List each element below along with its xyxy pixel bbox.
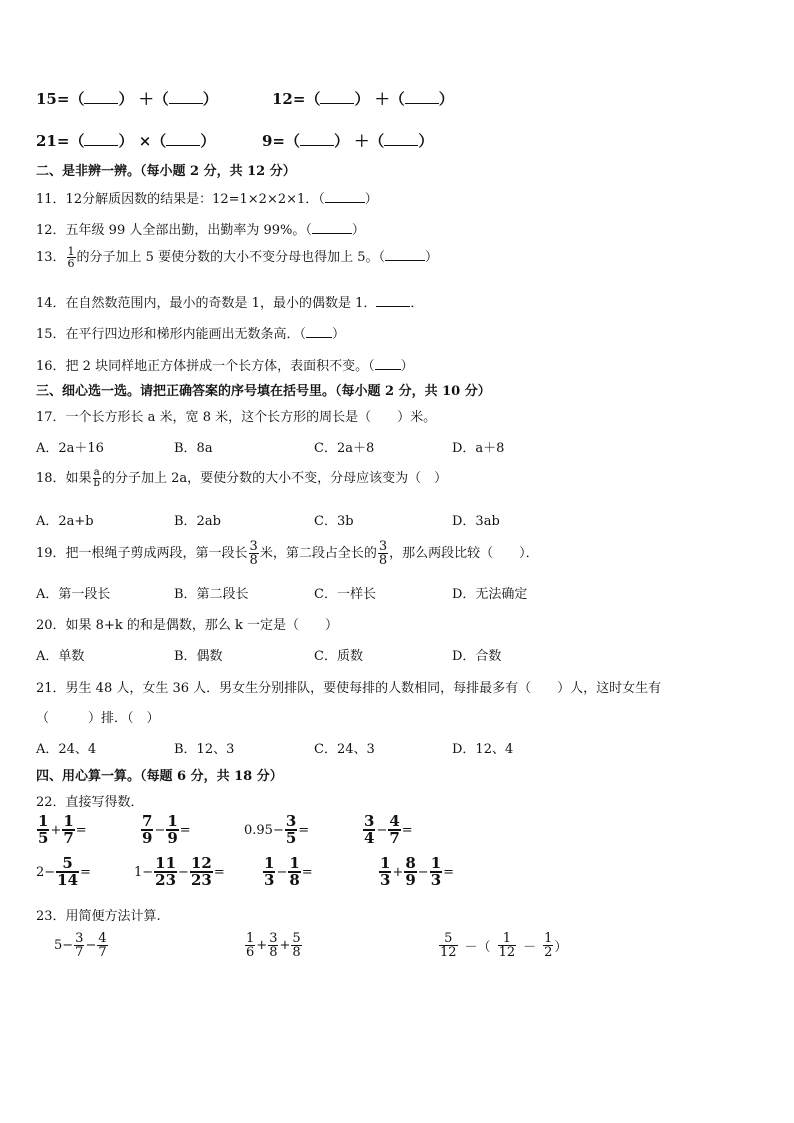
answer-blank[interactable] [376, 294, 410, 307]
option-d[interactable]: D．合数 [452, 649, 502, 664]
option-c[interactable]: C．2a＋8 [314, 441, 375, 456]
option-c[interactable]: C．一样长 [314, 587, 376, 602]
expr-2: $\frac{1}{6}$ + $\frac{3}{8}$ + $\frac{5}{8}$ [246, 931, 301, 960]
question-23: 23．用简便方法计算. [36, 909, 161, 924]
section-2-heading: 二、是非辨一辨。（每小题 2 分，共 12 分） [36, 164, 296, 179]
question-14: 14．在自然数范围内，最小的奇数是 1，最小的偶数是 1． ． [36, 296, 424, 311]
question-22: 22．直接写得数． [36, 795, 144, 810]
option-c[interactable]: C．3b [314, 514, 354, 529]
option-a[interactable]: A．2a+b [36, 514, 94, 529]
option-b[interactable]: B．8a [174, 441, 213, 456]
calc-4: $\frac{3}{4}$ − $\frac{4}{7}$ = [364, 812, 413, 847]
option-c[interactable]: C．24、3 [314, 742, 375, 757]
option-a[interactable]: A．第一段长 [36, 587, 111, 602]
option-a[interactable]: A．2a＋16 [36, 441, 104, 456]
equation-21: 21=（ ） ×（ ） [36, 132, 216, 150]
option-a[interactable]: A．24、4 [36, 742, 97, 757]
question-21-line2: （ ）排．（ ） [36, 711, 160, 726]
question-18: 18．如果 $\frac{a}{b}$ 的分子加上 2a，要使分数的大小不变，分母应该变为（ ） [36, 467, 448, 489]
answer-blank[interactable] [375, 357, 401, 370]
answer-blank[interactable] [325, 190, 365, 203]
answer-blank[interactable] [306, 325, 332, 338]
option-a[interactable]: A．单数 [36, 649, 85, 664]
question-21-line1: 21．男生 48 人，女生 36 人．男女生分别排队，要使每排的人数相同，每排最多有（ ）人，这时女生有 [36, 681, 662, 696]
answer-blank[interactable] [385, 248, 425, 261]
question-11: 11．12分解质因数的结果是：12=1×2×2×1．（ ） [36, 192, 378, 207]
question-13: 13． $\frac{1}{6}$ 的分子加上 5 要使分数的大小不变分母也得加上 5。（ ） [36, 245, 439, 270]
calc-8: $\frac{1}{3}$ + $\frac{8}{9}$ − $\frac{1}{3}$ = [380, 854, 455, 889]
option-d[interactable]: D．12、4 [452, 742, 514, 757]
calc-5: 2− $\frac{5}{14}$ = [36, 854, 91, 889]
question-12: 12．五年级 99 人全部出勤，出勤率为 99%。（ ） [36, 223, 365, 238]
option-d[interactable]: D．a＋8 [452, 441, 505, 456]
question-15: 15．在平行四边形和梯形内能画出无数条高．（ ） [36, 327, 346, 342]
section-4-heading: 四、用心算一算。（每题 6 分，共 18 分） [36, 769, 283, 784]
option-b[interactable]: B．第二段长 [174, 587, 249, 602]
question-17: 17．一个长方形长 a 米，宽 8 米，这个长方形的周长是（ ）米。 [36, 410, 437, 425]
option-b[interactable]: B．偶数 [174, 649, 223, 664]
option-d[interactable]: D．3ab [452, 514, 500, 529]
equation-9: 9=（ ） ＋（ ） [262, 132, 434, 150]
expr-3: $\frac{5}{12}$ －（ $\frac{1}{12}$ － $\frac{1}{2}$ ） [440, 931, 568, 960]
calc-6: 1− $\frac{11}{23}$ − $\frac{12}{23}$ = [134, 854, 225, 889]
question-20: 20．如果 8+k 的和是偶数，那么 k 一定是（ ） [36, 618, 338, 633]
section-3-heading: 三、细心选一选。请把正确答案的序号填在括号里。（每小题 2 分，共 10 分） [36, 384, 491, 399]
option-b[interactable]: B．2ab [174, 514, 221, 529]
calc-3: 0.95− $\frac{3}{5}$ = [244, 812, 310, 847]
option-d[interactable]: D．无法确定 [452, 587, 528, 602]
equation-15: 15=（ ） ＋（ ） [36, 90, 218, 108]
answer-blank[interactable] [312, 221, 352, 234]
option-b[interactable]: B．12、3 [174, 742, 235, 757]
calc-1: $\frac{1}{5}$ + $\frac{1}{7}$ = [38, 812, 87, 847]
expr-1: 5− $\frac{3}{7}$ − $\frac{4}{7}$ [54, 931, 107, 960]
equation-12: 12=（ ） ＋（ ） [272, 90, 454, 108]
calc-7: $\frac{1}{3}$ − $\frac{1}{8}$ = [264, 854, 313, 889]
question-19: 19．把一根绳子剪成两段，第一段长 $\frac{3}{8}$ 米，第二段占全长的 $\frac{3}{8}$ ，那么两段比较（ ）． [36, 539, 539, 568]
calc-2: $\frac{7}{9}$ − $\frac{1}{9}$ = [142, 812, 191, 847]
option-c[interactable]: C．质数 [314, 649, 363, 664]
question-16: 16．把 2 块同样地正方体拼成一个长方体，表面积不变。（ ） [36, 359, 414, 374]
